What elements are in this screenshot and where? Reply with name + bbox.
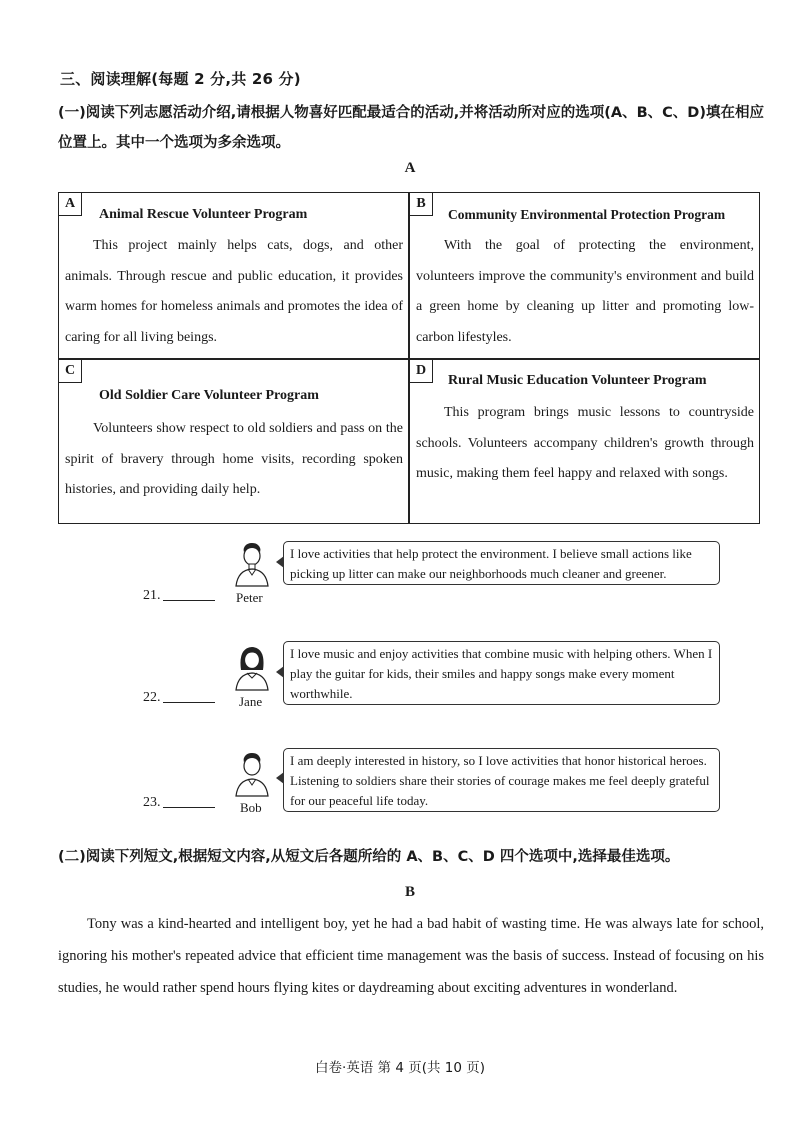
answer-blank-21[interactable]	[143, 588, 215, 604]
speech-bubble	[283, 541, 720, 585]
speech-text: I love music and enjoy activities that combine music with helping others. When I play the guitar for kids, their smiles and happy songs make every moment worthwhile.	[290, 646, 713, 701]
program-cell-b	[410, 193, 759, 358]
answer-blank-22[interactable]	[143, 690, 215, 706]
program-cell-d	[410, 360, 759, 523]
program-letter: D	[410, 360, 433, 383]
program-letter: C	[59, 360, 82, 383]
question-number: 23.	[143, 795, 161, 810]
program-body: This program brings music lessons to countryside schools. Volunteers accompany children's growth through music, making them feel happy and relaxed with songs.	[416, 405, 754, 481]
program-title: Rural Music Education Volunteer Program	[448, 373, 707, 388]
program-cell-a	[59, 193, 408, 358]
program-body: This project mainly helps cats, dogs, and other animals. Through rescue and public education, it provides warm homes for homeless animals and promotes the idea of caring for all living beings.	[65, 238, 403, 345]
page-footer: 白卷·英语 第 4 页(共 10 页)	[314, 1060, 486, 1076]
program-body: Volunteers show respect to old soldiers and pass on the spirit of bravery through home visits, recording spoken histories, and providing daily help.	[65, 421, 403, 497]
passage-b-text: Tony was a kind-hearted and intelligent boy, yet he had a bad habit of wasting time. He was always late for school, ignoring his mother's repeated advice that efficient time management was the basis of success. Instead of focusing on his studies, he would rather spend hours flying kites or daydreaming about exciting adventures in wonderland.	[58, 916, 764, 996]
answer-blank-23[interactable]	[143, 795, 215, 811]
person-name: Peter	[236, 590, 263, 605]
program-body: With the goal of protecting the environment, volunteers improve the community's environment and build a green home by cleaning up litter and promoting low-carbon lifestyles.	[416, 238, 754, 345]
girl-avatar-icon	[230, 644, 274, 692]
speech-text: I am deeply interested in history, so I love activities that honor historical heroes. Listening to soldiers share their stories of courage makes me feel deeply grateful for our peaceful life today.	[290, 753, 710, 808]
person-name: Jane	[239, 694, 263, 709]
part1-instruction: (一)阅读下列志愿活动介绍,请根据人物喜好匹配最适合的活动,并将活动所对应的选项(A、B、C、D)填在相应位置上。其中一个选项为多余选项。	[58, 105, 764, 151]
program-letter: B	[410, 193, 433, 216]
boy-avatar-icon	[230, 540, 274, 588]
passage-a-label: A	[404, 160, 416, 176]
question-number: 21.	[143, 588, 161, 603]
question-number: 22.	[143, 690, 161, 705]
passage-b-label: B	[404, 884, 415, 900]
section-heading: 三、阅读理解(每题 2 分,共 26 分)	[60, 70, 301, 88]
program-title: Animal Rescue Volunteer Program	[99, 207, 308, 222]
speech-text: I love activities that help protect the environment. I believe small actions like picking up litter can make our neighborhoods much cleaner and greener.	[290, 546, 692, 581]
person-name: Bob	[240, 800, 262, 815]
program-letter: A	[59, 193, 82, 216]
boy-avatar-icon	[230, 750, 274, 798]
speech-bubble	[283, 748, 720, 812]
program-cell-c	[59, 360, 408, 523]
speech-bubble	[283, 641, 720, 705]
program-title: Community Environmental Protection Program	[448, 207, 726, 222]
program-title: Old Soldier Care Volunteer Program	[99, 388, 319, 403]
part2-instruction: (二)阅读下列短文,根据短文内容,从短文后各题所给的 A、B、C、D 四个选项中,选择最佳选项。	[58, 849, 680, 865]
